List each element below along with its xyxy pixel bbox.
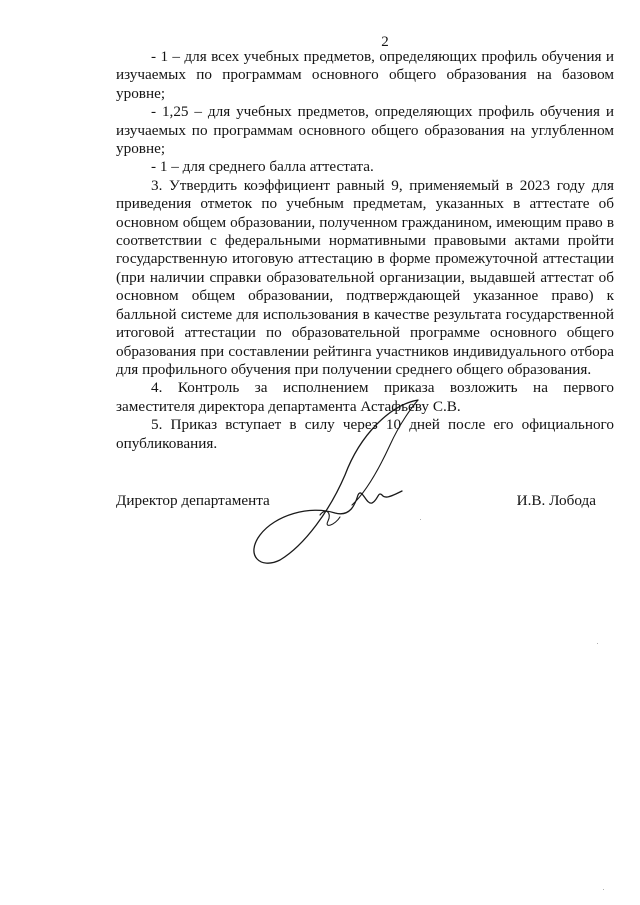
scan-speck bbox=[603, 889, 604, 890]
signatory-title: Директор департамента bbox=[116, 492, 270, 509]
page-number: 2 bbox=[381, 34, 389, 50]
paragraph-coef-base: - 1 – для всех учебных предметов, определяющих профиль обучения и изучаемых по программам основного общего образования на базовом уровне; bbox=[116, 48, 614, 102]
document-body bbox=[116, 48, 614, 453]
paragraph-coef-average: - 1 – для среднего балла аттестата. bbox=[151, 158, 374, 176]
paragraph-item-5: 5. Приказ вступает в силу через 10 дней после его официального опубликования. bbox=[116, 416, 614, 452]
scan-speck bbox=[597, 643, 598, 644]
signatory-name: И.В. Лобода bbox=[516, 492, 596, 509]
paragraph-item-4: 4. Контроль за исполнением приказа возложить на первого заместителя директора департамента Астафьеву С.В. bbox=[116, 379, 614, 415]
scan-speck bbox=[420, 519, 421, 520]
paragraph-coef-advanced: - 1,25 – для учебных предметов, определяющих профиль обучения и изучаемых по программам основного общего образования на углубленном уровне; bbox=[116, 103, 614, 158]
handwritten-signature bbox=[240, 395, 420, 575]
paragraph-item-3: 3. Утвердить коэффициент равный 9, применяемый в 2023 году для приведения отметок по учебным предметам, указанных в аттестате об основном общем образовании, полученном гражданином, имеющим право в соответствии с федеральными нормативными правовыми актами пройти государственную итоговую аттестацию в форме промежуточной аттестации (при наличии справки образовательной организации, выдавшей аттестат об основном общем образовании, подтверждающей указанное право) к балльной системе для использования в качестве результата государственной итоговой аттестации по образовательной программе основного общего образования при составлении рейтинга участников индивидуального отбора для профильного обучения при получении среднего общего образования. bbox=[116, 176, 614, 378]
